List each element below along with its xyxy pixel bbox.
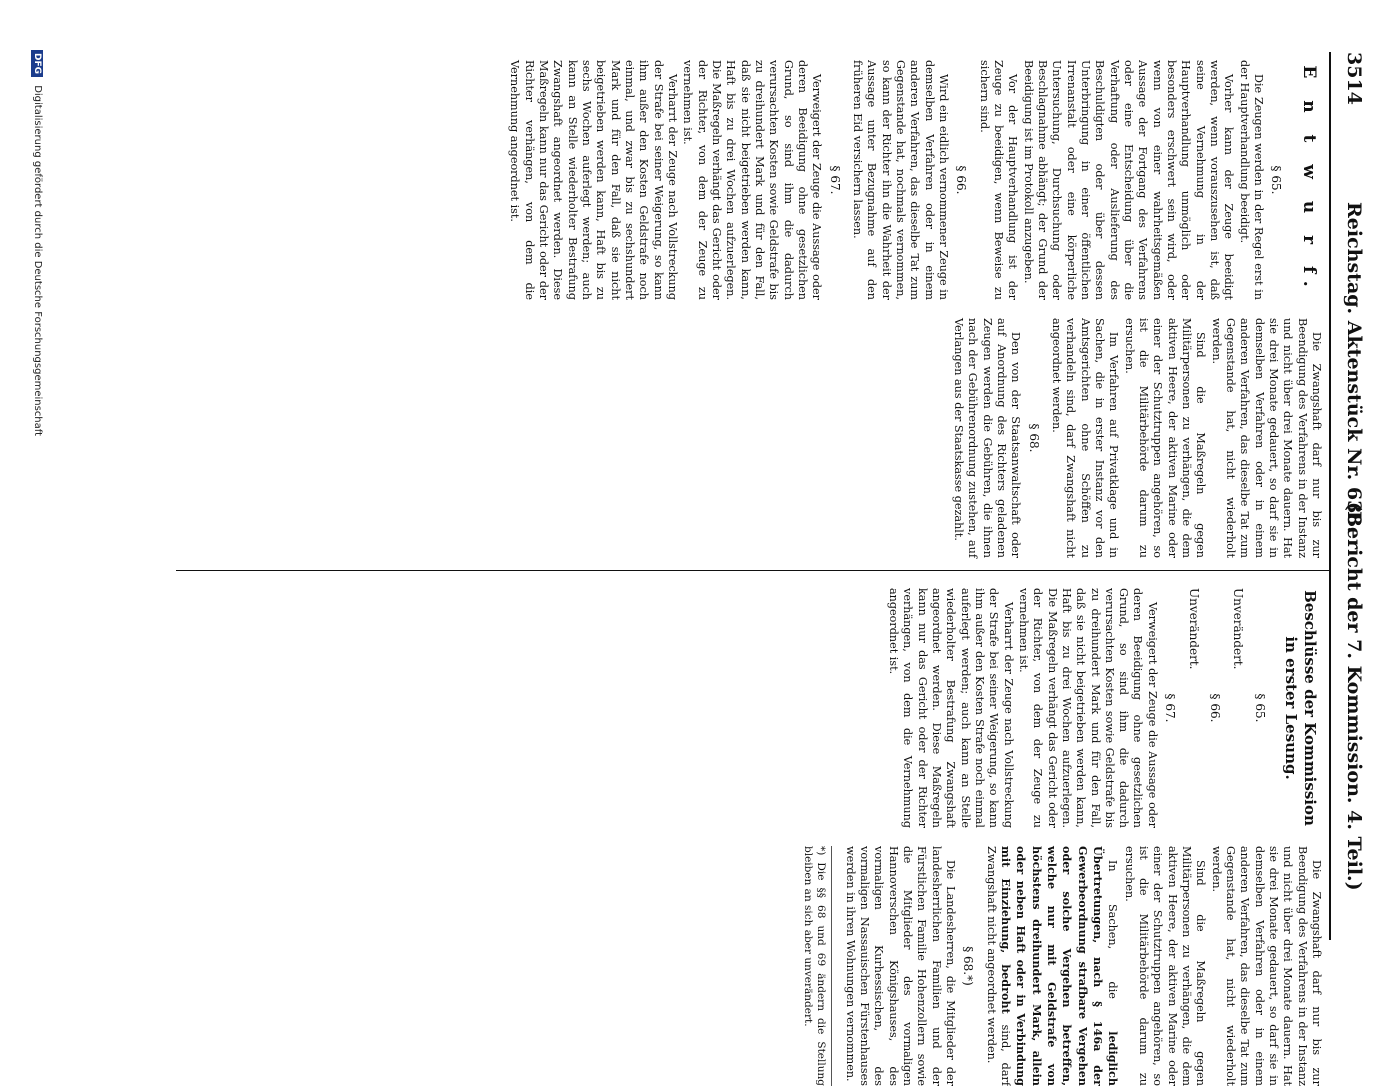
paragraph: Verweigert der Zeuge die Aussage oder deren Beeidigung ohne gesetzlichen Grund, so sind ihm die dadurch verursachten Kosten sowie Geldstrafe bis zu dreihundert Mark und für den Fall, daß sie nicht beigetrieben werden kann, Haft bis zu drei Wochen aufzuerlegen. Die Maßregeln verhängt das Gericht oder der Richter, von dem der Zeuge zu vernehmen ist.	[681, 60, 824, 300]
section-heading: § 66.	[954, 165, 969, 195]
page-header	[1335, 52, 1365, 940]
paragraph: Verharrt der Zeuge nach Vollstreckung der Strafe bei seiner Weigerung, so kann ihm außer den Kosten Strafe noch einmal auferlegt werden; auch kann an Stelle wiederholter Bestrafung Zwangshaft angeordnet werden. Diese Maßregeln kann nur das Gericht oder der Richter verhängen, von dem die Vernehmung angeordnet ist.	[886, 588, 1015, 828]
section-heading: § 66.	[1207, 693, 1222, 723]
section-heading: § 67.	[827, 165, 842, 195]
page-number: 3514	[1343, 52, 1365, 105]
paragraph-with-emphasis	[983, 846, 1120, 1086]
section-heading: § 65.	[1269, 165, 1284, 195]
draft-column-1	[506, 60, 1323, 300]
paragraph: Wird ein eidlich vernommener Zeuge in demselben Verfahren oder in einem anderen Verfahren, das dieselbe Tat zum Gegenstande hat, nochmals vernommen, so kann der Richter ihn die Wahrheit der Aussage unter Bezugnahme auf den früheren Eid versichern lassen.	[851, 60, 950, 300]
column-divider	[176, 570, 1331, 571]
draft-column-2	[950, 318, 1323, 558]
paragraph: Die Zeugen werden in der Regel erst in der Hauptverhandlung beeidigt.	[1237, 60, 1265, 300]
section-heading: § 65.	[1252, 693, 1267, 723]
emphasis-text: lediglich Übertretungen, nach § 146a der Gewerbeordnung strafbare Vergehen oder solche Vergehen betreffen, welche nur mit Geldstrafe von höchstens dreihundert Mark, allein oder neben Haft oder in Verbindung mit Einziehung, bedroht	[999, 846, 1121, 1086]
paragraph: Die Zwangshaft darf nur bis zur Beendigung des Verfahrens in der Instanz und nicht über drei Monate dauern. Hat sie drei Monate gedauert, so darf sie in demselben Verfahren oder in einem anderen Verfahren, das dieselbe Tat zum Gegenstande hat, nicht wiederholt werden.	[1209, 318, 1323, 558]
document-title: Reichstag. Aktenstück Nr. 638.	[1343, 202, 1365, 534]
paragraph: Verharrt der Zeuge nach Vollstreckung der Strafe bei seiner Weigerung, so kann ihm außer den Kosten Geldstrafe noch einmal, und zwar bis zu sechshundert Mark und für den Fall, daß sie nicht beigetrieben werden kann, Haft bis zu sechs Wochen auferlegt werden; auch kann an Stelle wiederholter Bestrafung Zwangshaft angeordnet werden. Diese Maßregeln kann nur das Gericht oder der Richter verhängen, von dem die Vernehmung angeordnet ist.	[508, 60, 680, 300]
footnote: *) Die §§ 68 und 69 ändern die Stellung bleiben an sich aber unverändert.	[801, 846, 833, 1086]
section-heading: § 68.	[1026, 423, 1041, 453]
section-heading: § 68.*)	[961, 946, 976, 986]
header-rule	[1329, 52, 1331, 940]
unchanged-note: Unverändert.	[1186, 588, 1201, 670]
paragraph-text: sind, darf Zwangshaft nicht angeordnet werden.	[984, 846, 1013, 1086]
report-title: (Bericht der 7. Kommission. 4. Teil.)	[1343, 502, 1365, 891]
dfg-logo: DFG	[31, 50, 43, 77]
resolutions-heading: Beschlüsse der Kommission in erster Lesung.	[1281, 590, 1319, 826]
paragraph: Vor der Hauptverhandlung ist der Zeuge zu beeidigen, wenn Beweise zu sichern sind.	[977, 60, 1020, 300]
paragraph: Vorher kann der Zeuge beeidigt werden, wenn vorauszusehen ist, daß seine Vernehmung in der Hauptverhandlung unmöglich oder besonders erschwert sein wird, oder wenn von einer wahrheitsgemäßen Aussage der Fortgang des Verfahrens oder eine Entscheidung über die Verhaftung oder Auslieferung des Beschuldigten oder über dessen Unterbringung in einer öffentlichen Irrenanstalt oder eine körperliche Untersuchung, Durchsuchung oder Beschlagnahme abhängt; der Grund der Beeidigung ist im Protokoll anzugeben.	[1021, 60, 1236, 300]
paragraph: Die Zwangshaft darf nur bis zur Beendigung des Verfahrens in der Instanz und nicht über drei Monate dauern. Hat sie drei Monate gedauert, so darf sie in demselben Verfahren oder in einem anderen Verfahren, das dieselbe Tat zum Gegenstande hat, nicht wiederholt werden.	[1209, 846, 1323, 1086]
draft-heading: E n t w u r f.	[1299, 65, 1319, 295]
section-heading: § 67.	[1163, 693, 1178, 723]
digitization-footer	[31, 50, 43, 436]
resolution-column-1	[885, 588, 1323, 828]
paragraph-text: In Sachen, die	[1106, 860, 1120, 1032]
paragraph: Die Landesherren, die Mitglieder der landesherrlichen Familien und der Fürstlichen Familie Hohenzollern sowie die Mitglieder des vormaligen Hannoverschen Königshauses, des vormaligen Kurhessischen, des vormaligen Nassauischen Fürstenhauses werden in ihren Wohnungen vernommen.	[843, 846, 958, 1086]
resolution-column-2	[801, 846, 1323, 1086]
footer-text: Digitalisierung gefördert durch die Deutsche Forschungsgemeinschaft	[32, 85, 43, 437]
paragraph: Im Verfahren auf Privatklage und in Sachen, die in erster Instanz vor den Amtsgerichten ohne Schöffen zu verhandeln sind, darf Zwangshaft nicht angeordnet werden.	[1050, 318, 1121, 558]
paragraph: Sind die Maßregeln gegen Militärpersonen zu verhängen, die dem aktiven Heere, der aktiven Marine oder einer der Schutztruppen angehören, so ist die Militärbehörde darum zu ersuchen.	[1122, 846, 1208, 1086]
paragraph: Sind die Maßregeln gegen Militärpersonen zu verhängen, die dem aktiven Heere, der aktiven Marine oder einer der Schutztruppen angehören, so ist die Militärbehörde darum zu ersuchen.	[1122, 318, 1208, 558]
paragraph: Verweigert der Zeuge die Aussage oder deren Beeidigung ohne gesetzlichen Grund, so sind ihm die dadurch verursachten Kosten sowie Geldstrafe bis zu dreihundert Mark und für den Fall, daß sie nicht beigetrieben werden kann, Haft bis zu drei Wochen aufzuerlegen. Die Maßregeln verhängt das Gericht oder der Richter, von dem der Zeuge zu vernehmen ist.	[1016, 588, 1159, 828]
paragraph: Den von der Staatsanwaltschaft oder auf Anordnung des Richters geladenen Zeugen werden die Gebühren, die ihnen nach der Gebührenordnung zustehen, auf Verlangen aus der Staatskasse gezahlt.	[952, 318, 1023, 558]
unchanged-note: Unverändert.	[1231, 588, 1246, 670]
